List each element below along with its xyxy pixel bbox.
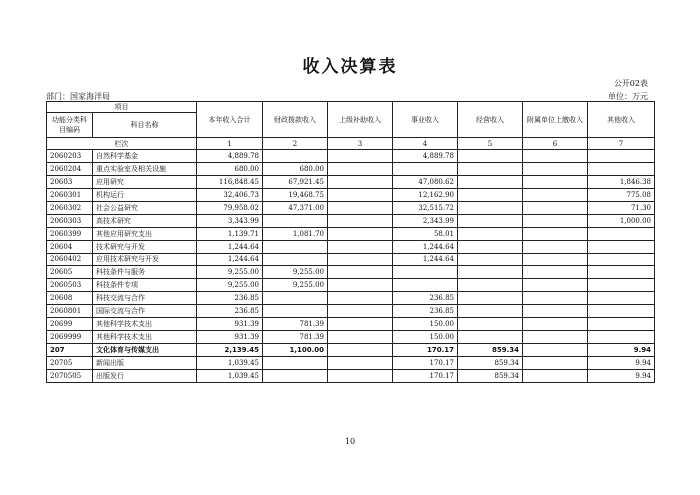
row-code: 2070505 [47,369,93,382]
row-subject-name: 其他应用研究支出 [93,227,197,240]
row-code: 2069999 [47,331,93,344]
row-value-col-2: 19,468.75 [263,188,328,201]
row-subject-name: 应用技术研究与开发 [93,253,197,266]
row-value-col-4: 32,515.72 [393,201,458,214]
header-subject-name: 科目名称 [93,113,197,138]
header-index-6: 6 [523,138,588,150]
row-value-col-3 [328,344,393,357]
row-value-col-5 [458,150,523,163]
row-value-col-3 [328,279,393,292]
row-value-col-2 [263,305,328,318]
row-code: 20604 [47,240,93,253]
row-subject-name: 社会公益研究 [93,201,197,214]
row-value-col-7: 9.94 [588,357,655,370]
row-value-col-5: 859.34 [458,357,523,370]
row-value-col-2: 781.39 [263,318,328,331]
row-value-col-2: 47,371.00 [263,201,328,214]
row-value-col-6 [523,201,588,214]
table-row [47,253,655,266]
row-value-col-4: 170.17 [393,344,458,357]
header-col-7: 其他收入 [588,102,655,138]
row-value-col-3 [328,266,393,279]
header-index-2: 2 [263,138,328,150]
row-value-col-1: 236.85 [197,305,263,318]
row-subject-name: 其他科学技术支出 [93,318,197,331]
department-label: 部门：国家海洋局 [46,92,110,101]
row-code: 207 [47,344,93,357]
row-value-col-5 [458,292,523,305]
row-value-col-6 [523,150,588,163]
row-value-col-1: 1,139.71 [197,227,263,240]
row-value-col-4 [393,162,458,175]
row-value-col-7 [588,240,655,253]
row-value-col-3 [328,162,393,175]
header-col-6: 附属单位上缴收入 [523,102,588,138]
row-value-col-6 [523,188,588,201]
row-value-col-7 [588,162,655,175]
row-value-col-4: 236.85 [393,292,458,305]
header-index-4: 4 [393,138,458,150]
row-code: 20605 [47,266,93,279]
row-value-col-2: 680.00 [263,162,328,175]
row-value-col-7 [588,266,655,279]
table-row [47,331,655,344]
row-value-col-7 [588,318,655,331]
row-value-col-6 [523,305,588,318]
row-subject-name: 科技条件专项 [93,279,197,292]
table-row [47,240,655,253]
table-row [47,175,655,188]
row-value-col-2 [263,253,328,266]
row-code: 2060399 [47,227,93,240]
header-col-1: 本年收入合计 [197,102,263,138]
row-value-col-5 [458,240,523,253]
row-subject-name: 其他科学技术支出 [93,331,197,344]
row-value-col-3 [328,227,393,240]
page-number: 10 [344,437,356,446]
row-code: 20603 [47,175,93,188]
row-value-col-1: 79,958.02 [197,201,263,214]
row-value-col-4: 2,343.99 [393,214,458,227]
row-value-col-4 [393,279,458,292]
table-row [47,201,655,214]
row-value-col-3 [328,331,393,344]
header-project: 项目 [47,102,197,113]
table-row [47,369,655,382]
row-value-col-6 [523,240,588,253]
row-value-col-1: 1,039.45 [197,369,263,382]
header-index-5: 5 [458,138,523,150]
row-value-col-3 [328,188,393,201]
row-subject-name: 应用研究 [93,175,197,188]
row-value-col-2: 9,255.00 [263,279,328,292]
row-code: 20705 [47,357,93,370]
row-value-col-2: 781.39 [263,331,328,344]
row-code: 2060801 [47,305,93,318]
row-value-col-4: 4,889.78 [393,150,458,163]
row-subject-name: 自然科学基金 [93,150,197,163]
row-value-col-7: 9.94 [588,344,655,357]
row-value-col-1: 1,244.64 [197,253,263,266]
table-row [47,227,655,240]
row-value-col-5 [458,331,523,344]
row-value-col-1: 680.00 [197,162,263,175]
row-value-col-2 [263,292,328,305]
row-value-col-5 [458,305,523,318]
row-value-col-3 [328,357,393,370]
row-code: 20699 [47,318,93,331]
row-value-col-6 [523,214,588,227]
row-code: 2060203 [47,150,93,163]
row-value-col-4: 1,244.64 [393,240,458,253]
row-value-col-7 [588,331,655,344]
row-value-col-2: 1,081.70 [263,227,328,240]
row-value-col-7 [588,227,655,240]
table-row [47,279,655,292]
row-value-col-2 [263,240,328,253]
row-value-col-3 [328,318,393,331]
row-value-col-5 [458,318,523,331]
row-value-col-7 [588,279,655,292]
row-value-col-4: 47,080.62 [393,175,458,188]
row-value-col-4: 1,244.64 [393,253,458,266]
row-value-col-5 [458,227,523,240]
row-value-col-6 [523,175,588,188]
row-value-col-1: 1,244.64 [197,240,263,253]
row-value-col-5 [458,201,523,214]
row-code: 2060204 [47,162,93,175]
row-subject-name: 出版发行 [93,369,197,382]
header-func-code: 功能分类科目编码 [47,113,93,138]
row-value-col-6 [523,331,588,344]
row-value-col-4: 12,162.90 [393,188,458,201]
row-code: 2060402 [47,253,93,266]
row-value-col-7: 1,000.00 [588,214,655,227]
row-value-col-5 [458,266,523,279]
row-value-col-3 [328,240,393,253]
row-code: 2060302 [47,201,93,214]
row-value-col-2 [263,214,328,227]
row-value-col-5 [458,162,523,175]
header-col-5: 经营收入 [458,102,523,138]
row-value-col-4: 150.00 [393,318,458,331]
row-value-col-1: 2,139.45 [197,344,263,357]
row-code: 2060503 [47,279,93,292]
row-value-col-7 [588,253,655,266]
row-value-col-7 [588,150,655,163]
row-value-col-1: 1,039.45 [197,357,263,370]
table-row [47,188,655,201]
row-value-col-5 [458,214,523,227]
row-subject-name: 国际交流与合作 [93,305,197,318]
row-value-col-3 [328,369,393,382]
row-value-col-6 [523,227,588,240]
row-value-col-5 [458,188,523,201]
row-value-col-3 [328,175,393,188]
row-subject-name: 机构运行 [93,188,197,201]
unit-label: 单位：万元 [608,92,648,101]
row-value-col-4: 58.01 [393,227,458,240]
row-subject-name: 重点实验室及相关设施 [93,162,197,175]
row-value-col-2 [263,357,328,370]
row-value-col-3 [328,292,393,305]
row-value-col-1: 236.85 [197,292,263,305]
income-table [46,101,655,383]
row-value-col-6 [523,279,588,292]
table-row [47,318,655,331]
row-value-col-6 [523,253,588,266]
header-col-3: 上级补助收入 [328,102,393,138]
row-value-col-2: 9,255.00 [263,266,328,279]
row-value-col-7 [588,292,655,305]
row-value-col-1: 3,343.99 [197,214,263,227]
header-index-3: 3 [328,138,393,150]
row-value-col-2 [263,369,328,382]
row-value-col-1: 116,848.45 [197,175,263,188]
table-row [47,344,655,357]
row-value-col-6 [523,344,588,357]
row-subject-name: 技术研究与开发 [93,240,197,253]
row-value-col-7 [588,305,655,318]
row-code: 2060301 [47,188,93,201]
row-value-col-6 [523,266,588,279]
table-row [47,292,655,305]
header-index-1: 1 [197,138,263,150]
form-number: 公开02表 [613,79,648,88]
row-value-col-6 [523,162,588,175]
row-value-col-7: 1,846.38 [588,175,655,188]
row-value-col-5 [458,253,523,266]
row-value-col-2: 1,100.00 [263,344,328,357]
row-value-col-5: 859.34 [458,369,523,382]
table-row [47,162,655,175]
table-row [47,214,655,227]
row-value-col-7: 775.08 [588,188,655,201]
row-value-col-5 [458,175,523,188]
row-value-col-1: 9,255.00 [197,266,263,279]
row-value-col-1: 931.39 [197,331,263,344]
header-col-4: 事业收入 [393,102,458,138]
row-subject-name: 新闻出版 [93,357,197,370]
row-value-col-3 [328,305,393,318]
row-code: 2060303 [47,214,93,227]
row-value-col-5 [458,279,523,292]
row-value-col-4: 150.00 [393,331,458,344]
row-value-col-3 [328,253,393,266]
row-value-col-4: 236.85 [393,305,458,318]
table-row [47,305,655,318]
row-value-col-1: 931.39 [197,318,263,331]
row-subject-name: 文化体育与传媒支出 [93,344,197,357]
row-value-col-3 [328,214,393,227]
row-subject-name: 科技交流与合作 [93,292,197,305]
row-value-col-1: 32,406.73 [197,188,263,201]
row-value-col-2: 67,921.45 [263,175,328,188]
table-row [47,150,655,163]
row-value-col-7: 71.30 [588,201,655,214]
table-body [47,150,655,383]
row-value-col-6 [523,292,588,305]
header-col-index-label: 栏次 [47,138,197,150]
row-value-col-6 [523,369,588,382]
row-value-col-3 [328,150,393,163]
row-value-col-1: 9,255.00 [197,279,263,292]
row-value-col-7: 9.94 [588,369,655,382]
row-value-col-1: 4,889.78 [197,150,263,163]
row-subject-name: 科技条件与服务 [93,266,197,279]
row-value-col-3 [328,201,393,214]
row-value-col-6 [523,318,588,331]
header-index-7: 7 [588,138,655,150]
row-value-col-4 [393,266,458,279]
row-code: 20608 [47,292,93,305]
row-value-col-4: 170.17 [393,357,458,370]
row-subject-name: 高技术研究 [93,214,197,227]
table-row [47,357,655,370]
page-title: 收入决算表 [302,57,398,77]
row-value-col-6 [523,357,588,370]
table-row [47,266,655,279]
header-col-2: 财政拨款收入 [263,102,328,138]
row-value-col-5: 859.34 [458,344,523,357]
row-value-col-2 [263,150,328,163]
row-value-col-4: 170.17 [393,369,458,382]
